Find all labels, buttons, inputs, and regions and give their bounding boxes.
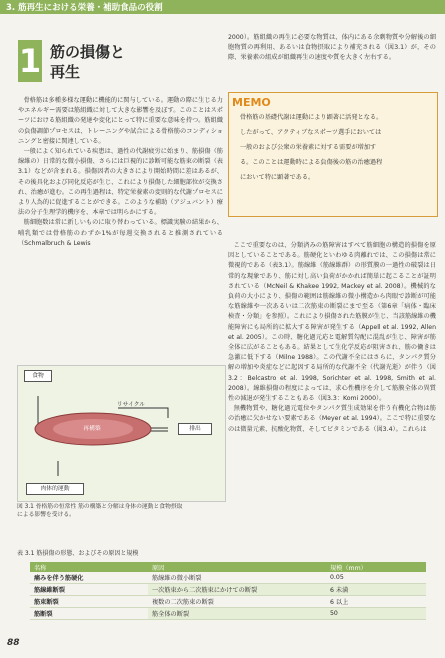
injury-table: [30, 562, 426, 620]
page-number: 88: [7, 638, 20, 648]
table-caption: 表 3.1 筋損傷の形態、およびその原因と規模: [17, 550, 139, 557]
right-paragraph-2: 無機物質や、糖化過元電位やタンパク質生成効果を伴う有機化合物は筋の治癒に欠かせない要素である（Meyer et al. 1994）。ここで特に重要なのは微量元素、抗酸化物質、そしてビタミンである（図3.4）。これらは: [228, 405, 436, 433]
chapter-header-text: 3. 筋再生における栄養・補助食品の役割: [6, 3, 163, 13]
row-cause: 筋線維の微小断裂: [148, 572, 326, 584]
table-row: [30, 608, 426, 620]
right-paragraph-1: ここで重要なのは、分類済みの筋障害はすべて筋細胞の構造的損傷を原因としていることである。筋硬化といわゆる肉離れでは、この損傷は常に微視的である（表3.1）。筋線維（筋線維群）の形質膜の一過性の破裂は日常的な現象であり、筋に対し高い負荷がかかれば簡単に起こることが証明されている（McNeil & Khakee 1992, Mackey et al. 2008）。機械的な負荷の大小により、損傷の範囲は筋線維の微小構造から肉眼で診断が可能な筋線維や一次あるいは二次筋束の断裂にまで至る（第6章「病体・臨床検査・分類」を参照）。これにより損傷された筋膜が生じ、当該筋線維の機能障害にも局所的に拡大する障害が発生する（Appell et al. 1992, Allen et al. 2005）。この時、糖化過元応と電解質勾配に混乱が生じ、障害が筋全体に広がることもある。結果として生化学反応が阻害され、筋の働きは急激に低下する（Milne 1988）。この代謝不全にはさらに、タンパク質分解の増加や炎症などに起因する局所的な代謝不全（代謝光逝）が伴う（図3.2：Belcastro et al. 1998, Sorichter et al. 1998, Smith et al. 2008）。線維損傷の程度によっては、求心性機序を介して筋膜全体の異質性の減退が発生することもある（図3.3：Komi 2000）。: [228, 242, 436, 403]
excretion-box: [178, 423, 212, 435]
right-top-paragraph: 2000）。筋組織の再生に必要な物質は、体内にある余剰物質や分解後の細胞物質の再利用、あるいは食物摂取により補充される（図3.1）が、その際、栄養素の組成が組織再生の速度や質を大きく左右する。: [228, 34, 436, 62]
row-name: 筋線維断裂: [30, 584, 148, 596]
memo-text: 骨格筋の基礎代謝は運動により顕著に活発となる。 したがって、アクティブなスポーツ選手においては 一般のおよび公衆の栄養素に対する需要が増加す る。このことは運動時による負傷後の筋の治癒過程 において特に顕著である。: [240, 114, 383, 181]
regen-label: 再構築: [83, 426, 101, 432]
row-cause: 筋全体の断裂: [148, 608, 326, 620]
table-header-row: [30, 562, 426, 572]
excretion-label: 排出: [189, 426, 201, 432]
right-column-text: [228, 241, 436, 435]
regen-box: [76, 424, 108, 434]
figure-caption: 図 3.1 骨格筋の恒常性 筋の構築と分解は身体の運動と食物摂取 による影響を受ける。: [17, 504, 183, 518]
table-row: [30, 596, 426, 608]
row-name: 筋断裂: [30, 608, 148, 620]
recycle-label-box: [114, 400, 148, 410]
row-size: 50: [326, 608, 426, 620]
row-cause: 複数の二次筋束の断裂: [148, 596, 326, 608]
left-paragraph-1: 骨格筋は多種多様な運動に機能的に関与している。運動の際に生じる力やエネルギー需要は筋組織に対して大きな影響を及ぼす。このことはスポーツにおける筋組織の発達や変化にとって特に重要な意味を持つ。筋組織の負傷調節プロセスは、トレーニングや試合による骨格筋のコンディショニングと密接に関連している。: [18, 97, 223, 145]
left-column-text: [18, 96, 223, 249]
header-size: 規模（mm）: [326, 562, 426, 572]
food-label: 食物: [32, 373, 44, 379]
chapter-header-bar: [0, 0, 445, 14]
row-name: 筋束断裂: [30, 596, 148, 608]
row-size: 6 以上: [326, 596, 426, 608]
row-cause: 一次筋束から二次筋束にかけての断裂: [148, 584, 326, 596]
food-box: [24, 370, 52, 382]
figure-muscle-homeostasis: [17, 365, 226, 502]
table-row: [30, 584, 426, 596]
row-name: 痛みを伴う筋硬化: [30, 572, 148, 584]
section-title: 筋の損傷と 再生: [50, 43, 126, 81]
table-row: [30, 572, 426, 584]
recycle-label: リサイクル: [116, 402, 146, 408]
header-name: 名称: [30, 562, 148, 572]
damage-label: 肉体的運動: [40, 486, 70, 492]
header-cause: 原因: [148, 562, 326, 572]
row-size: 6 未満: [326, 584, 426, 596]
left-paragraph-3: 筋細胞数は常に新しいものに取り替わっている。標識実験の結果から、哺乳類では骨格筋のわずか1%が毎週交換されると推測されている（Schmalbruch & Lewis: [18, 219, 223, 247]
right-top-text: [228, 33, 436, 64]
damage-box: [26, 483, 84, 495]
row-size: 0.05: [326, 572, 426, 584]
memo-title: MEMO: [232, 96, 271, 109]
left-paragraph-2: 一般によく知られている疾患は、過性の代謝疲労に始まり、筋損傷（筋線維の）日常的な微小損傷、さらには巨視的に診断可能な筋束の断裂（表3.1）などが含まれる。損傷因者の大きさにより開始時間に差はあるが、その後具化および同化反応が生じ、これにより損傷した細胞部位が交換され、治癒が進む。この再生過程は、特定栄養素の変則的な代謝プロセスにより人為的に促進することができる。このような補助（アジュバント）療法の分子生理学的機序を、本章では明らかにする。: [18, 148, 223, 217]
section-number: 1: [18, 42, 42, 80]
